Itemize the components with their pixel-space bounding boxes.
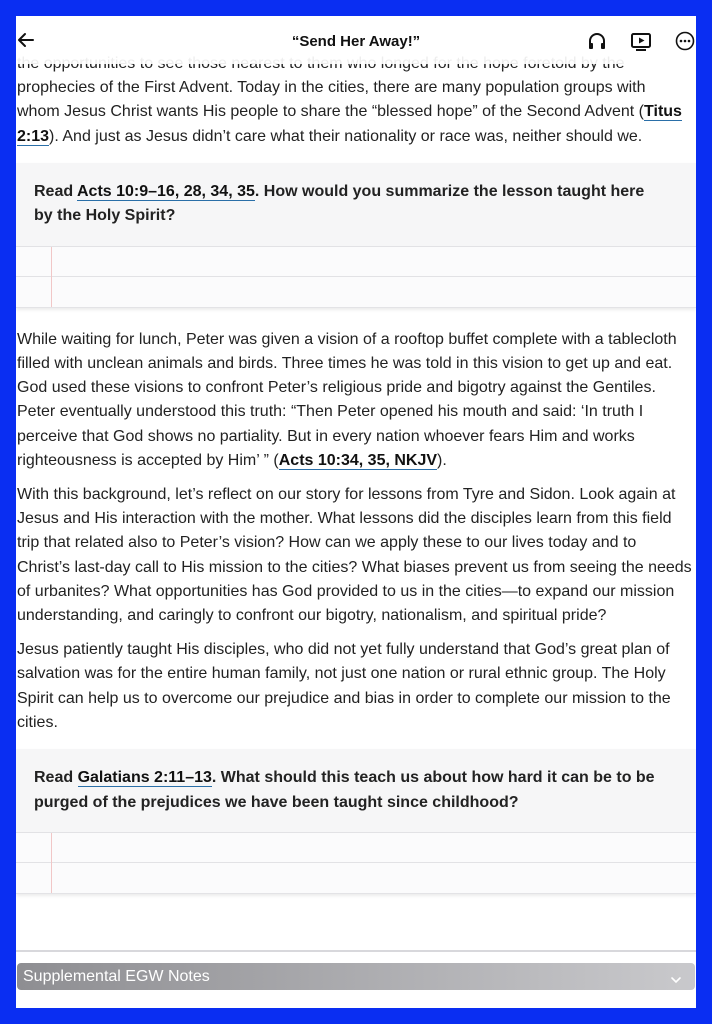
paragraph-text: ). And just as Jesus didn’t care what their nationality or race was, neither should we. xyxy=(49,127,643,145)
answer-field[interactable] xyxy=(16,832,696,893)
question-box-1 xyxy=(16,163,696,308)
page-title: “Send Her Away!” xyxy=(291,33,421,50)
ruled-line xyxy=(16,862,696,863)
question-text xyxy=(16,749,696,832)
paragraph-peter xyxy=(16,328,696,473)
question-lead: Read xyxy=(34,769,78,787)
chevron-down-icon xyxy=(669,969,683,983)
answer-field[interactable] xyxy=(16,246,696,307)
question-text xyxy=(16,163,696,246)
paragraph-text: While waiting for lunch, Peter was given a vision of a rooftop buffet complete with a tablecloth filled with unclean animals and birds. Three times he was told in this vision to get up and eat. God used these visions to confront Peter’s religious pride and bigotry against the Gentiles. Peter eventually understood this truth: “Then Peter opened his mouth and said: ‘In truth I perceive that God shows no partiality. But in every nation whoever fears Him and works righteousness is accepted by Him’ ” ( xyxy=(17,330,677,469)
supplemental-section xyxy=(16,950,696,990)
margin-line xyxy=(51,833,52,893)
ruled-line xyxy=(16,276,696,277)
paragraph-text: ). xyxy=(437,451,447,469)
paragraph-conclusion: Jesus patiently taught His disciples, who did not yet fully understand that God’s great plan of salvation was for the entire human family, not just one nation or rural ethnic group. The Holy Spirit can help us to overcome our prejudice and bias in order to complete our mission to the cities. xyxy=(17,641,671,731)
supplemental-egw-notes-button[interactable] xyxy=(17,963,695,990)
question-rest: . How would you summarize the lesson taught here by the Holy Spirit? xyxy=(34,182,645,225)
question-rest: . What should this teach us about how hard it can be to be purged of the prejudices we have been taught since childhood? xyxy=(34,769,655,811)
scripture-link-titus[interactable]: Titus 2:13 xyxy=(17,103,682,145)
lesson-content xyxy=(16,54,696,914)
scripture-link-acts-nkjv[interactable]: Acts 10:34, 35, NKJV xyxy=(278,451,438,469)
more-options-icon[interactable] xyxy=(674,30,696,52)
scripture-link-acts[interactable]: Acts 10:9–16, 28, 34, 35 xyxy=(76,182,255,200)
paragraph-reflection: With this background, let’s reflect on our story for lessons from Tyre and Sidon. Look again at Jesus and His interaction with the mother. What lessons did the disciples learn from this field trip that related also to Peter’s vision? How can we apply these to our lives today and to Christ’s last-day call to His mission to the cities? What biases prevent us from seeing the needs of urbanites? What opportunities has God provided to us in the cities—to expand our mission understanding, and caringly to confront our bigotry, nationalism, and spiritual pride? xyxy=(17,486,692,625)
paragraph-text: prophecies of the First Advent. Today in the cities, there are many population groups with whom Jesus Christ wants His people to share the “blessed hope” of the Second Advent ( xyxy=(17,79,646,121)
headphones-icon[interactable] xyxy=(586,30,608,52)
paragraph-opening xyxy=(16,52,696,149)
top-bar xyxy=(16,16,696,64)
margin-line xyxy=(51,247,52,307)
play-video-icon[interactable] xyxy=(630,30,652,52)
app-window xyxy=(16,16,696,1008)
question-lead: Read xyxy=(34,182,77,200)
scripture-link-galatians[interactable]: Galatians 2:11–13 xyxy=(77,769,212,787)
question-box-2 xyxy=(16,749,696,894)
supplemental-label: Supplemental EGW Notes xyxy=(23,968,210,985)
